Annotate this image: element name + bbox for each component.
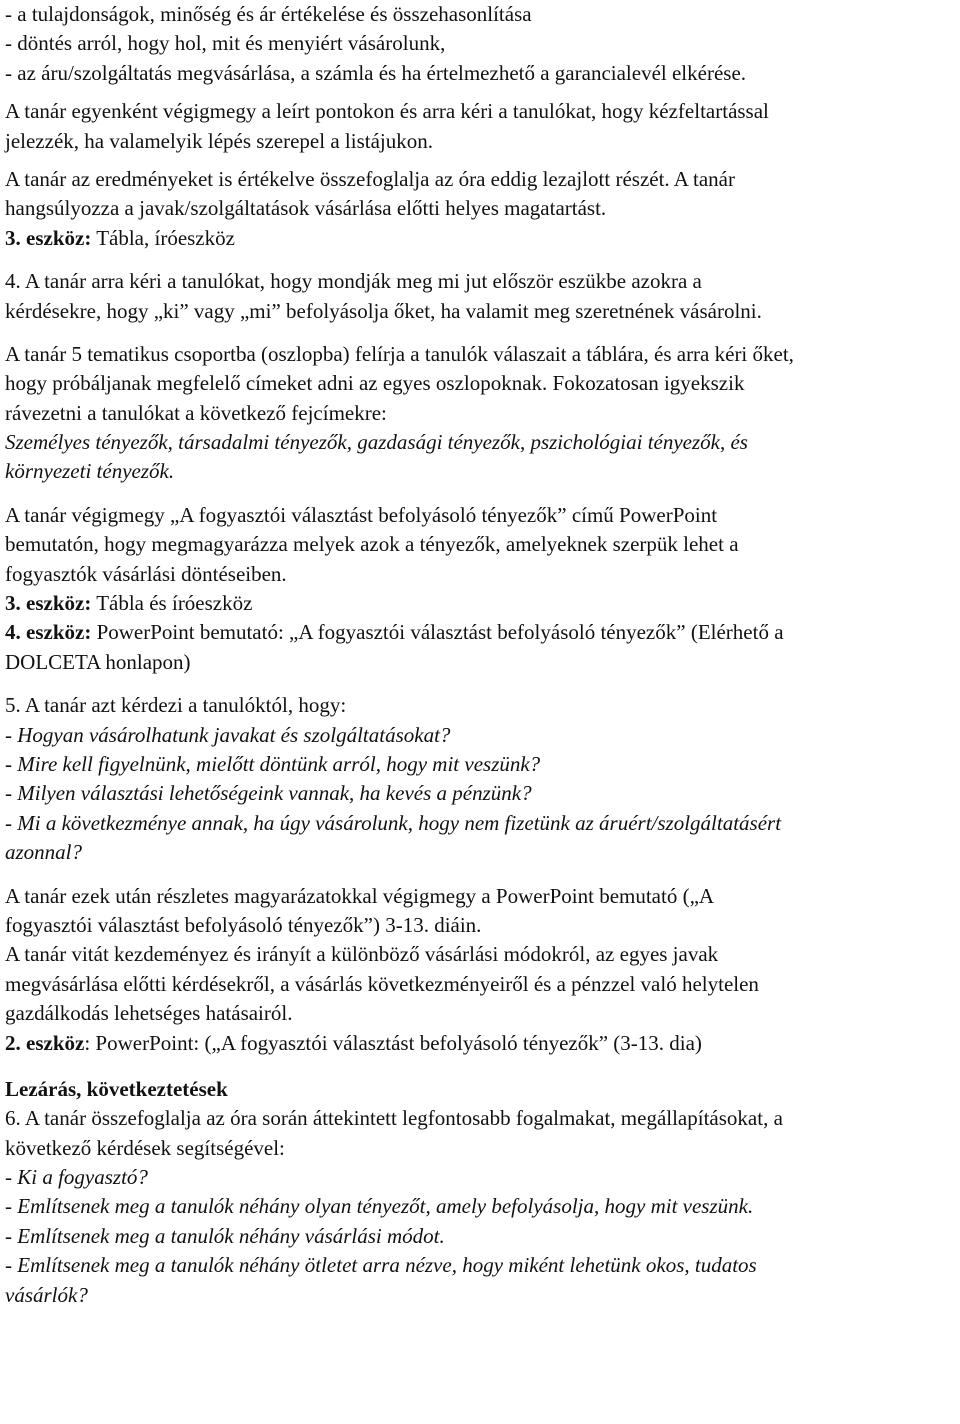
text-line-italic: - Említsenek meg a tanulók néhány vásárlási módot. bbox=[5, 1223, 445, 1248]
text-line-italic: - Ki a fogyasztó? bbox=[5, 1165, 148, 1190]
text-line-italic: vásárlók? bbox=[5, 1282, 88, 1307]
tool-line bbox=[5, 589, 957, 618]
text-line-italic: környezeti tényezők. bbox=[5, 459, 175, 484]
text-line-italic: - Mire kell figyelnünk, mielőtt döntünk arról, hogy mit veszünk? bbox=[5, 751, 541, 776]
tool-line bbox=[5, 224, 957, 253]
tool-text: Tábla, íróeszköz bbox=[96, 225, 235, 250]
text-line: - az áru/szolgáltatás megvásárlása, a számla és ha értelmezhető a garancialevél elkérése. bbox=[5, 60, 747, 85]
text-line-italic: azonnal? bbox=[5, 840, 83, 865]
text-line: A tanár 5 tematikus csoportba (oszlopba) felírja a tanulók válaszait a táblára, és arra kéri őket, bbox=[5, 341, 794, 366]
text-line: A tanár az eredményeket is értékelve összefoglalja az óra eddig lezajlott részét. A tanár bbox=[5, 166, 735, 191]
text-line: 4. A tanár arra kéri a tanulókat, hogy mondják meg mi jut először eszükbe azokra a bbox=[5, 269, 702, 294]
text-line-italic: - Milyen választási lehetőségeink vannak, ha kevés a pénzünk? bbox=[5, 781, 532, 806]
text-line: gazdálkodás lehetséges hatásairól. bbox=[5, 1001, 293, 1026]
text-line: A tanár végigmegy „A fogyasztói választást befolyásoló tényezők” című PowerPoint bbox=[5, 502, 718, 527]
text-line: A tanár vitát kezdeményez és irányít a különböző vásárlási módokról, az egyes javak bbox=[5, 942, 719, 967]
text-line-italic: - Említsenek meg a tanulók néhány ötletet arra nézve, hogy miként lehetünk okos, tudatos bbox=[5, 1253, 757, 1278]
text-line: A tanár egyenként végigmegy a leírt pontokon és arra kéri a tanulókat, hogy kézfeltartással bbox=[5, 99, 769, 124]
text-line: DOLCETA honlapon) bbox=[5, 649, 191, 674]
text-line: hogy próbáljanak megfelelő címeket adni az egyes oszlopoknak. Fokozatosan igyekszik bbox=[5, 371, 745, 396]
tool-text: PowerPoint bemutató: „A fogyasztói választást befolyásoló tényezők” (Elérhető a bbox=[96, 620, 784, 645]
text-line: fogyasztók vásárlási döntéseiben. bbox=[5, 561, 287, 586]
text-line: következő kérdések segítségével: bbox=[5, 1135, 285, 1160]
text-line-italic: - Hogyan vásárolhatunk javakat és szolgáltatásokat? bbox=[5, 722, 451, 747]
text-line: rávezetni a tanulókat a következő fejcímekre: bbox=[5, 400, 387, 425]
text-line: fogyasztói választást befolyásoló tényezők”) 3-13. diáin. bbox=[5, 912, 482, 937]
text-line-italic: - Mi a következménye annak, ha úgy vásárolunk, hogy nem fizetünk az áruért/szolgáltatásért bbox=[5, 810, 782, 835]
tool-text: PowerPoint: („A fogyasztói választást befolyásoló tényezők” (3-13. dia) bbox=[95, 1030, 702, 1055]
tool-text: Tábla és íróeszköz bbox=[96, 591, 253, 616]
text-line: hangsúlyozza a javak/szolgáltatások vásárlása előtti helyes magatartást. bbox=[5, 196, 607, 221]
text-line-italic: Személyes tényezők, társadalmi tényezők, gazdasági tényezők, pszichológiai tényezők, és bbox=[5, 430, 748, 455]
section-heading: Lezárás, következtetések bbox=[5, 1076, 228, 1101]
tool-label: 4. eszköz: bbox=[5, 620, 92, 645]
tool-label: 2. eszköz bbox=[5, 1030, 85, 1055]
text-line: 6. A tanár összefoglalja az óra során áttekintett legfontosabb fogalmakat, megállapításokat, a bbox=[5, 1106, 783, 1131]
text-line: 5. A tanár azt kérdezi a tanulóktól, hogy: bbox=[5, 693, 347, 718]
tool-line bbox=[5, 1029, 957, 1058]
document-page bbox=[5, 0, 957, 1310]
text-line: kérdésekre, hogy „ki” vagy „mi” befolyásolja őket, ha valamit meg szeretnének vásárolni. bbox=[5, 298, 762, 323]
text-line-italic: - Említsenek meg a tanulók néhány olyan tényezőt, amely befolyásolja, hogy mit veszünk. bbox=[5, 1194, 754, 1219]
text-line: bemutatón, hogy megmagyarázza melyek azok a tényezők, amelyeknek szerpük lehet a bbox=[5, 532, 739, 557]
text-line: - döntés arról, hogy hol, mit és menyiért vásárolunk, bbox=[5, 31, 446, 56]
text-line: jelezzék, ha valamelyik lépés szerepel a listájukon. bbox=[5, 128, 433, 153]
tool-label: 3. eszköz: bbox=[5, 225, 92, 250]
text-line: megvásárlása előtti kérdésekről, a vásárlás következményeiről és a pénzzel való helytelen bbox=[5, 971, 759, 996]
text-line: A tanár ezek után részletes magyarázatokkal végigmegy a PowerPoint bemutató („A bbox=[5, 883, 715, 908]
tool-colon: : bbox=[84, 1030, 91, 1055]
text-line: - a tulajdonságok, minőség és ár értékelése és összehasonlítása bbox=[5, 2, 532, 26]
tool-label: 3. eszköz: bbox=[5, 591, 92, 616]
tool-line bbox=[5, 618, 957, 647]
